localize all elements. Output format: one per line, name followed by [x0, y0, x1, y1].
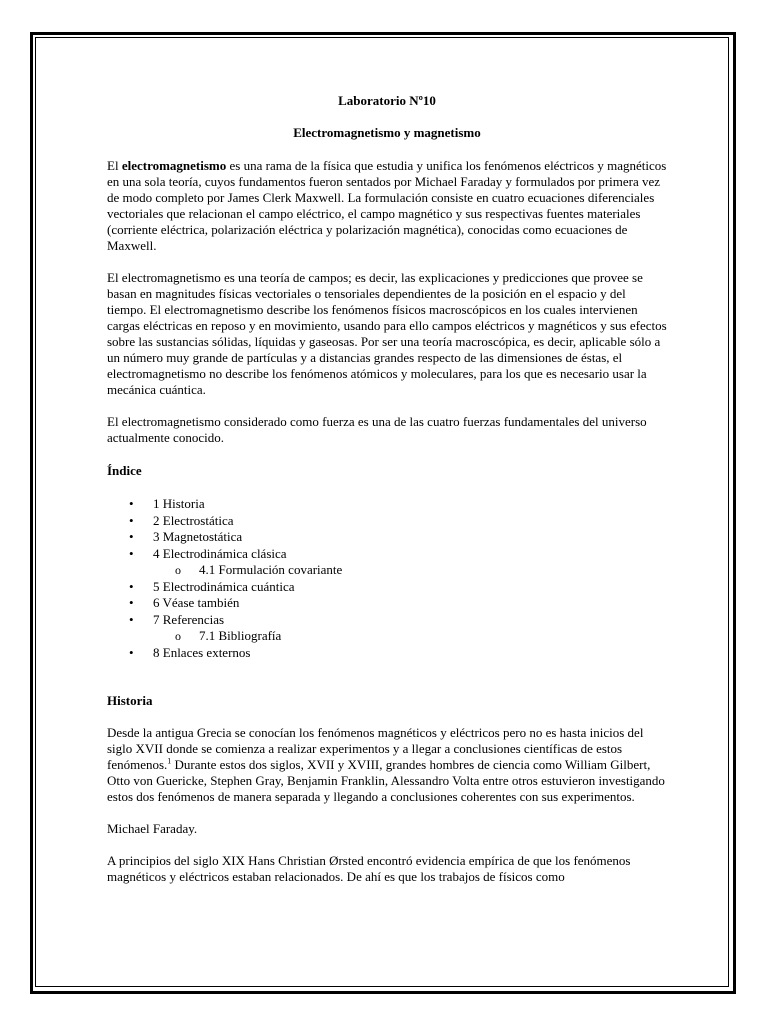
index-item[interactable]	[107, 546, 667, 563]
circle-bullet-icon: o	[175, 563, 181, 577]
index-item[interactable]	[107, 595, 667, 612]
index-item-label: 1 Historia	[153, 496, 205, 511]
index-item-label: 7 Referencias	[153, 611, 225, 627]
historia-p1-text-b: Durante estos dos siglos, XVII y XVIII, grandes hombres de ciencia como William Gilbert, Otto von Guericke, Stephen Gray, Benjamin Franklin, Alessandro Volta entre otros estuvieron investigando estos dos fenómenos de manera separada y llegando a conclusiones coherentes con sus experimentos.	[107, 757, 665, 804]
bullet-icon: •	[129, 611, 134, 627]
index-item-label: 6 Véase también	[153, 595, 240, 610]
bullet-icon: •	[129, 595, 134, 610]
document-subtitle: Electromagnetismo y magnetismo	[293, 125, 481, 140]
bullet-icon: •	[129, 496, 134, 511]
historia-paragraph-2: Michael Faraday.	[107, 821, 198, 836]
document-body	[107, 93, 667, 885]
index-item[interactable]	[107, 496, 667, 513]
historia-heading: Historia	[107, 693, 153, 708]
intro-paragraph	[107, 158, 667, 254]
bullet-icon: •	[129, 545, 134, 561]
circle-bullet-icon: o	[175, 629, 181, 643]
index-list	[107, 496, 667, 661]
document-title: Laboratorio Nº10	[338, 93, 436, 108]
paragraph-3: El electromagnetismo considerado como fuerza es una de las cuatro fuerzas fundamentales del universo actualmente conocido.	[107, 414, 647, 445]
intro-bold-term: electromagnetismo	[121, 158, 227, 173]
index-item-label: 2 Electrostática	[153, 512, 234, 528]
index-item-label: 4.1 Formulación covariante	[199, 562, 343, 577]
historia-paragraph-1	[107, 725, 667, 805]
intro-prefix: El	[107, 158, 122, 173]
footnote-ref[interactable]: 1	[167, 756, 172, 766]
index-item-label: 8 Enlaces externos	[153, 644, 251, 660]
index-item-label: 7.1 Bibliografía	[199, 628, 282, 643]
bullet-icon: •	[129, 578, 134, 594]
intro-rest: es una rama de la física que estudia y unifica los fenómenos eléctricos y magnéticos en una sola teoría, cuyos fundamentos fueron sentados por Michael Faraday y formulados por primera vez de modo completo por James Clerk Maxwell. La formulación consiste en cuatro ecuaciones diferenciales vectoriales que relacionan el campo eléctrico, el campo magnético y sus respectivas fuentes materiales (corriente eléctrica, polarización eléctrica y polarización magnética), conocidas como ecuaciones de Maxwell.	[107, 158, 667, 253]
index-item[interactable]	[107, 645, 667, 662]
index-heading: Índice	[107, 463, 142, 478]
index-item[interactable]	[107, 562, 667, 579]
index-item-label: 5 Electrodinámica cuántica	[153, 578, 295, 594]
index-item[interactable]	[107, 628, 667, 645]
index-item[interactable]	[107, 513, 667, 530]
bullet-icon: •	[129, 644, 134, 660]
index-item-label: 3 Magnetostática	[153, 529, 243, 544]
bullet-icon: •	[129, 529, 134, 544]
index-item[interactable]	[107, 612, 667, 629]
index-item-label: 4 Electrodinámica clásica	[153, 545, 287, 561]
index-item[interactable]	[107, 529, 667, 546]
historia-paragraph-3: A principios del siglo XIX Hans Christian Ørsted encontró evidencia empírica de que los fenómenos magnéticos y eléctricos estaban relacionados. De ahí es que los trabajos de físicos como	[107, 853, 631, 884]
index-item[interactable]	[107, 579, 667, 596]
paragraph-2: El electromagnetismo es una teoría de campos; es decir, las explicaciones y predicciones que provee se basan en magnitudes físicas vectoriales o tensoriales dependientes de la posición en el espacio y del tiempo. El electromagnetismo describe los fenómenos físicos macroscópicos en los cuales intervienen cargas eléctricas en reposo y en movimiento, usando para ello campos eléctricos y magnéticos y sus efectos sobre las sustancias sólidas, líquidas y gaseosas. Por ser una teoría macroscópica, es decir, aplicable sólo a un número muy grande de partículas y a distancias grandes respecto de las dimensiones de éstas, el electromagnetismo no describe los fenómenos atómicos y moleculares, para los que es necesario usar la mecánica cuántica.	[107, 270, 667, 397]
bullet-icon: •	[129, 512, 134, 528]
historia-p1-text-a: Desde la antigua Grecia se conocían los fenómenos magnéticos y eléctricos pero no es hasta inicios del siglo XVII donde se comienza a realizar experimentos y a llegar a conclusiones científicas de estos fenómenos.	[107, 725, 644, 772]
